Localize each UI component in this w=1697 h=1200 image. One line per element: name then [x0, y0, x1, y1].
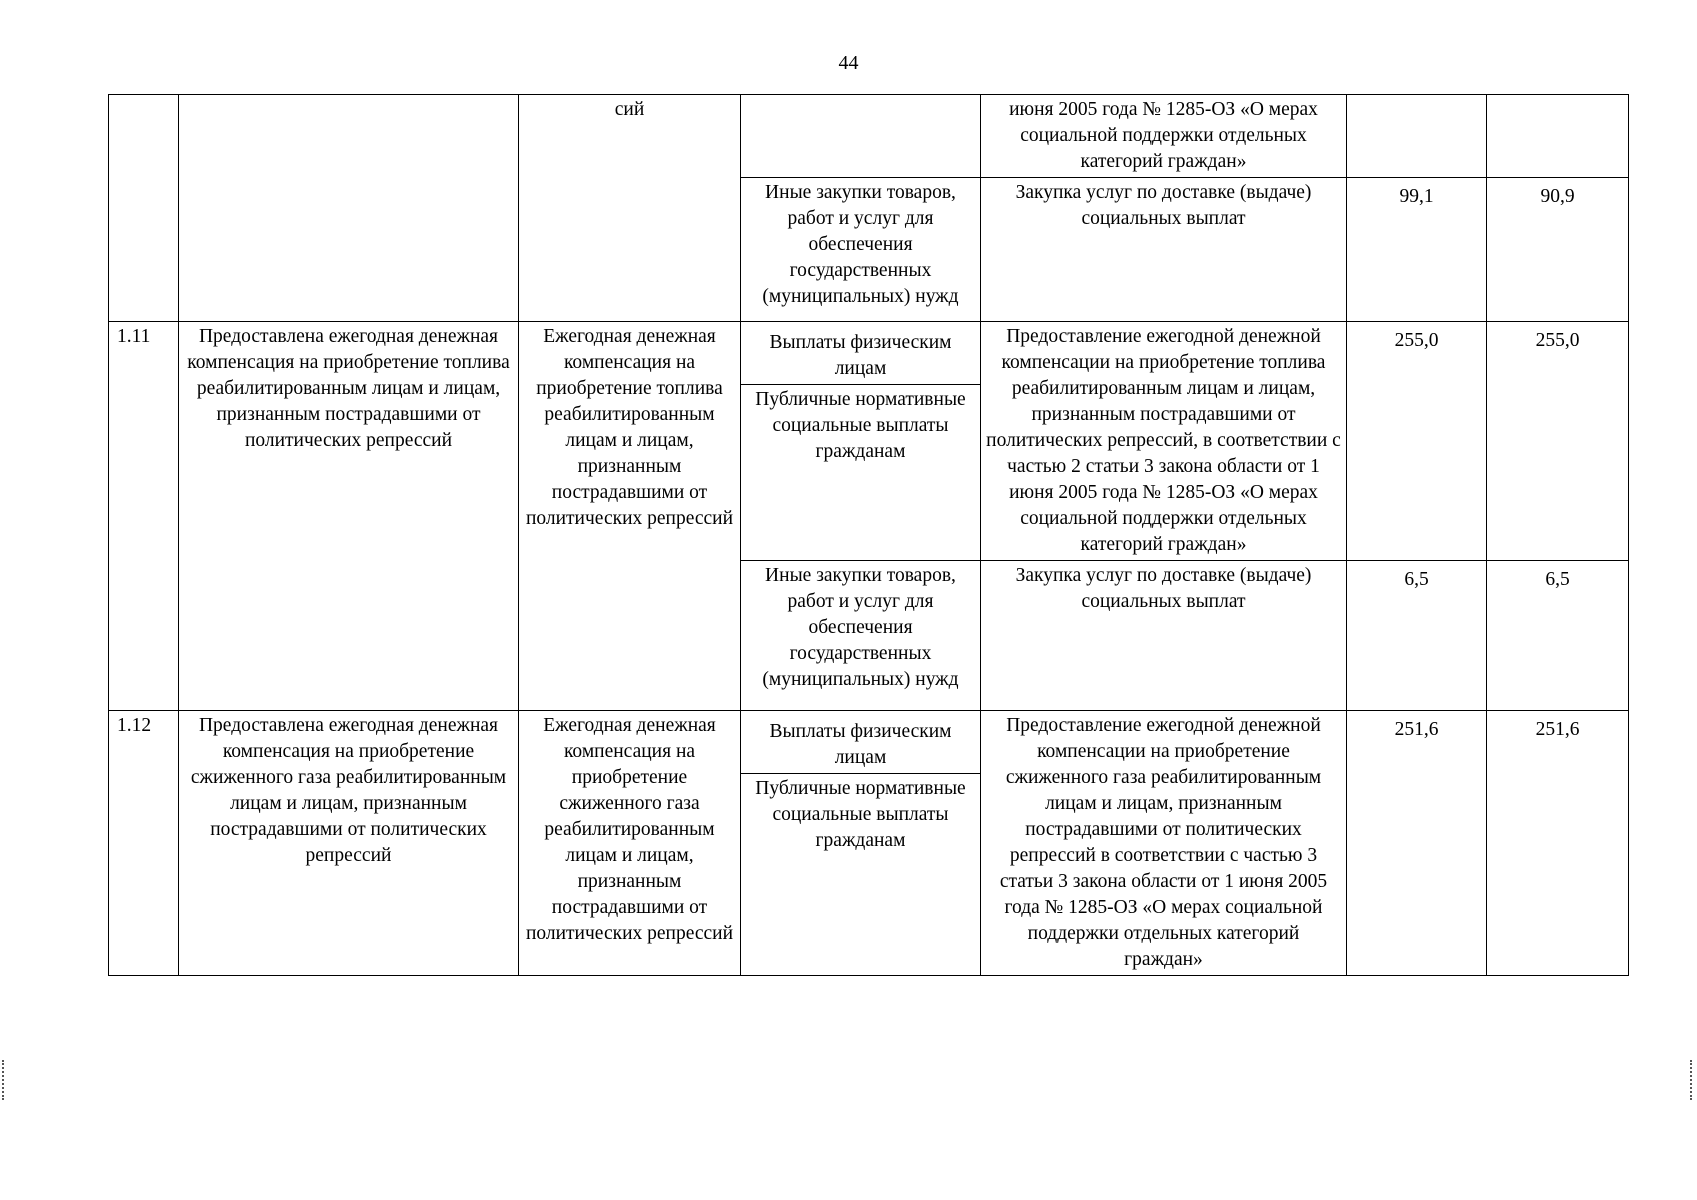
expense-type-cell: Иные закупки товаров, работ и услуг для обеспечения государственных (муниципальных) нужд: [741, 178, 981, 322]
expense-type-cell: [741, 711, 981, 976]
expense-type-cell: Иные закупки товаров, работ и услуг для обеспечения государственных (муниципальных) нужд: [741, 561, 981, 711]
scan-edge-mark: [2, 1060, 6, 1100]
page-number: 44: [838, 52, 859, 74]
item-cell: Закупка услуг по доставке (выдаче) социальных выплат: [981, 178, 1347, 322]
row-number: 1.12: [109, 711, 179, 976]
budget-table: [108, 94, 1629, 976]
direction-cell: Ежегодная денежная компенсация на приобретение сжиженного газа реабилитированным лицам и лицам, признанным пострадавшими от политических репрессий: [519, 711, 741, 976]
value-cell: 251,6: [1487, 711, 1629, 976]
item-cell: Предоставление ежегодной денежной компенсации на приобретение топлива реабилитированным лицам и лицам, признанным пострадавшими от политических репрессий, в соответствии с частью 2 статьи 3 закона области от 1 июня 2005 года № 1285-ОЗ «О мерах социальной поддержки отдельных категорий граждан»: [981, 322, 1347, 561]
value-cell: 255,0: [1487, 322, 1629, 561]
item-cell: июня 2005 года № 1285-ОЗ «О мерах социальной поддержки отдельных категорий граждан»: [981, 95, 1347, 178]
event-cell: [179, 95, 519, 322]
expense-type-group: Выплаты физическим лицам: [741, 324, 980, 385]
table-row: [109, 711, 1629, 976]
table-row: [109, 95, 1629, 178]
value-cell: 90,9: [1487, 178, 1629, 322]
value-cell: [1347, 95, 1487, 178]
value-cell: 6,5: [1487, 561, 1629, 711]
row-number: [109, 95, 179, 322]
expense-type-cell: [741, 322, 981, 561]
value-cell: 255,0: [1347, 322, 1487, 561]
scan-edge-mark: [1690, 1060, 1694, 1100]
table-row: [109, 322, 1629, 561]
value-cell: [1487, 95, 1629, 178]
expense-type-subgroup: Публичные нормативные социальные выплаты гражданам: [755, 778, 966, 851]
row-number: 1.11: [109, 322, 179, 711]
event-cell: Предоставлена ежегодная денежная компенсация на приобретение сжиженного газа реабилитированным лицам и лицам, признанным пострадавшими от политических репрессий: [179, 711, 519, 976]
expense-type-group: Выплаты физическим лицам: [741, 713, 980, 774]
expense-type-subgroup: Публичные нормативные социальные выплаты гражданам: [755, 389, 966, 462]
value-cell: 6,5: [1347, 561, 1487, 711]
value-cell: 99,1: [1347, 178, 1487, 322]
item-cell: Закупка услуг по доставке (выдаче) социальных выплат: [981, 561, 1347, 711]
value-cell: 251,6: [1347, 711, 1487, 976]
expense-type-cell: [741, 95, 981, 178]
event-cell: Предоставлена ежегодная денежная компенсация на приобретение топлива реабилитированным лицам и лицам, признанным пострадавшими от политических репрессий: [179, 322, 519, 711]
direction-cell: Ежегодная денежная компенсация на приобретение топлива реабилитированным лицам и лицам, признанным пострадавшими от политических репрессий: [519, 322, 741, 711]
direction-cell: сий: [519, 95, 741, 322]
item-cell: Предоставление ежегодной денежной компенсации на приобретение сжиженного газа реабилитированным лицам и лицам, признанным пострадавшими от политических репрессий в соответствии с частью 3 статьи 3 закона области от 1 июня 2005 года № 1285-ОЗ «О мерах социальной поддержки отдельных категорий граждан»: [981, 711, 1347, 976]
